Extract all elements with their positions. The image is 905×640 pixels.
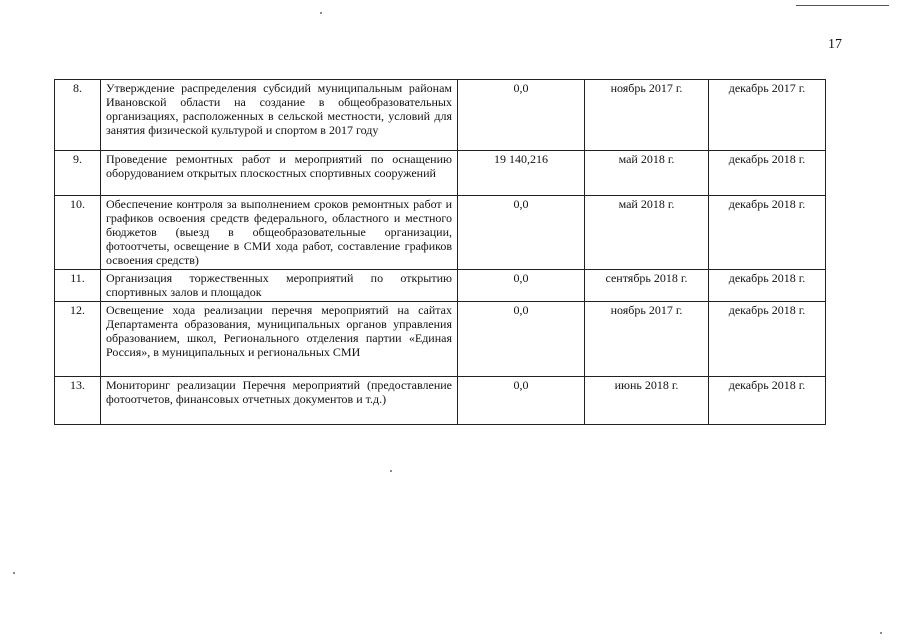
scan-speck <box>880 632 882 634</box>
table-row <box>55 196 826 270</box>
activity-description: Мониторинг реализации Перечня мероприятий (предоставление фотоотчетов, финансовых отчетных документов и т.д.) <box>101 377 458 425</box>
scan-speck <box>320 12 322 14</box>
table-row <box>55 151 826 196</box>
row-number: 9. <box>55 151 101 196</box>
row-number: 8. <box>55 80 101 151</box>
activity-description: Утверждение распределения субсидий муниципальным районам Ивановской области на создание в общеобразовательных организациях, расположенных в сельской местности, условий для занятия физической культурой и спортом в 2017 году <box>101 80 458 151</box>
funding-amount: 0,0 <box>458 270 585 302</box>
funding-amount: 0,0 <box>458 80 585 151</box>
funding-amount: 0,0 <box>458 302 585 377</box>
row-number: 11. <box>55 270 101 302</box>
scan-speck <box>13 572 15 574</box>
activity-description: Проведение ремонтных работ и мероприятий по оснащению оборудованием открытых плоскостных спортивных сооружений <box>101 151 458 196</box>
activity-description: Организация торжественных мероприятий по открытию спортивных залов и площадок <box>101 270 458 302</box>
start-date: май 2018 г. <box>585 196 709 270</box>
funding-amount: 0,0 <box>458 196 585 270</box>
row-number: 10. <box>55 196 101 270</box>
end-date: декабрь 2018 г. <box>709 270 826 302</box>
table-row <box>55 302 826 377</box>
start-date: ноябрь 2017 г. <box>585 302 709 377</box>
activity-description: Обеспечение контроля за выполнением сроков ремонтных работ и графиков освоения средств федерального, областного и местного бюджетов (выезд в общеобразовательные организации, фотоотчеты, освещение в СМИ хода работ, составление графиков освоения средств) <box>101 196 458 270</box>
activities-table <box>54 79 826 425</box>
scan-speck <box>390 470 392 472</box>
activity-description: Освещение хода реализации перечня мероприятий на сайтах Департамента образования, муниципальных органов управления образованием, школ, Регионального отделения партии «Единая Россия», в муниципальных и региональных СМИ <box>101 302 458 377</box>
end-date: декабрь 2018 г. <box>709 151 826 196</box>
header-rule <box>796 5 889 6</box>
end-date: декабрь 2018 г. <box>709 302 826 377</box>
start-date: ноябрь 2017 г. <box>585 80 709 151</box>
page-number: 17 <box>828 37 842 52</box>
end-date: декабрь 2018 г. <box>709 377 826 425</box>
start-date: май 2018 г. <box>585 151 709 196</box>
row-number: 13. <box>55 377 101 425</box>
table-row <box>55 80 826 151</box>
row-number: 12. <box>55 302 101 377</box>
start-date: сентябрь 2018 г. <box>585 270 709 302</box>
funding-amount: 0,0 <box>458 377 585 425</box>
table-row <box>55 270 826 302</box>
table-row <box>55 377 826 425</box>
funding-amount: 19 140,216 <box>458 151 585 196</box>
end-date: декабрь 2018 г. <box>709 196 826 270</box>
end-date: декабрь 2017 г. <box>709 80 826 151</box>
start-date: июнь 2018 г. <box>585 377 709 425</box>
